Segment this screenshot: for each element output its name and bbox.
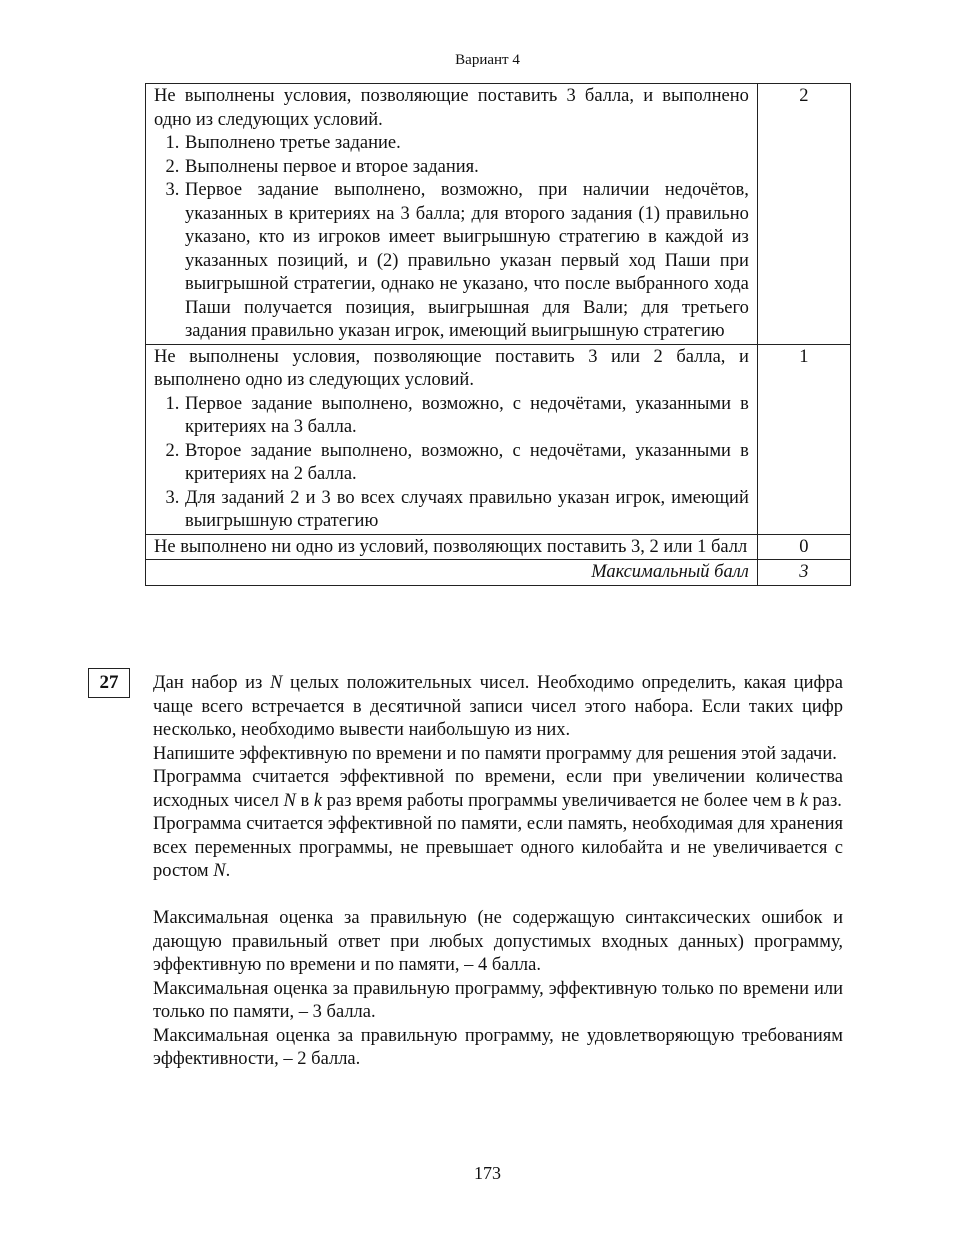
criteria-description bbox=[146, 534, 758, 560]
text-run: Программа считается эффективной по памяти, если память, необходимая для хранения всех переменных программы, не превышает одного килобайта и не увеличивается с ростом bbox=[153, 814, 843, 881]
criteria-conditions bbox=[154, 393, 749, 534]
condition-item: 2. Выполнены первое и второе задания. bbox=[184, 156, 749, 180]
max-score-value: 3 bbox=[757, 560, 850, 586]
condition-item: 2. Второе задание выполнено, возможно, с недочётами, указанными в критериях на 2 балла. bbox=[184, 440, 749, 487]
math-var: k bbox=[799, 790, 808, 811]
scoring-paragraph: Максимальная оценка за правильную программу, не удовлетворяющую требованиям эффективности, – 2 балла. bbox=[153, 1025, 843, 1069]
condition-item: 3. Первое задание выполнено, возможно, при наличии недочётов, указанных в критериях на 3 балла; для второго задания (1) правильно указано, кто из игроков имеет выигрышную стратегию в каждой из указанных позиций, и (2) правильно указан первый ход Паши при выигрышной стратегии, однако не указано, что после выбранного хода Паши получается позиция, выигрышная для Вали; для третьего задания правильно указан игрок, имеющий выигрышную стратегию bbox=[184, 179, 749, 344]
criteria-max-row bbox=[146, 560, 851, 586]
text-run: целых положительных чисел. Необходимо определить, какая цифра чаще всего встречается в десятичной записи чисел этого набора. Если таких цифр несколько, необходимо вывести наибольшую из них. bbox=[153, 673, 843, 740]
scoring-paragraph: Максимальная оценка за правильную (не содержащую синтаксических ошибок и дающую правильный ответ при любых допустимых входных данных) программу, эффективную по времени и по памяти, – 4 балла. bbox=[153, 908, 843, 975]
task-paragraph bbox=[153, 766, 843, 813]
criteria-conditions bbox=[154, 132, 749, 344]
max-score-label: Максимальный балл bbox=[146, 560, 758, 586]
math-var: N bbox=[213, 861, 226, 881]
criteria-intro: Не выполнены условия, позволяющие поставить 3 или 2 балла, и выполнено одно из следующих условий. bbox=[154, 346, 749, 390]
task-paragraph: Напишите эффективную по времени и по памяти программу для решения этой задачи. bbox=[153, 743, 837, 764]
text-run: Дан набор из bbox=[153, 673, 271, 693]
criteria-table bbox=[145, 83, 851, 586]
math-var: N bbox=[283, 790, 296, 811]
scoring-paragraph: Максимальная оценка за правильную программу, эффективную только по времени или только по памяти, – 3 балла. bbox=[153, 978, 843, 1022]
criteria-description bbox=[146, 84, 758, 345]
page-header: Вариант 4 bbox=[455, 52, 520, 68]
text-run: раз время работы программы увеличивается не более чем в bbox=[322, 790, 800, 811]
criteria-intro: Не выполнено ни одно из условий, позволяющих поставить 3, 2 или 1 балл bbox=[154, 536, 748, 557]
criteria-description bbox=[146, 344, 758, 534]
criteria-score: 0 bbox=[757, 534, 850, 560]
task-text bbox=[153, 672, 843, 1072]
condition-item: 1. Первое задание выполнено, возможно, с недочётами, указанными в критериях на 3 балла. bbox=[184, 393, 749, 440]
criteria-score: 1 bbox=[757, 344, 850, 534]
criteria-row-2 bbox=[146, 84, 851, 345]
text-run: . bbox=[225, 861, 231, 881]
criteria-intro: Не выполнены условия, позволяющие поставить 3 балла, и выполнено одно из следующих условий. bbox=[154, 86, 749, 130]
condition-item: 3. Для заданий 2 и 3 во всех случаях правильно указан игрок, имеющий выигрышную стратегию bbox=[184, 487, 749, 534]
task-paragraph bbox=[153, 813, 843, 884]
text-run: в bbox=[295, 790, 314, 811]
criteria-row-0 bbox=[146, 534, 851, 560]
text-run: раз. bbox=[807, 790, 842, 811]
task-number-box: 27 bbox=[88, 668, 130, 698]
math-var: k bbox=[313, 790, 323, 811]
text-run: Программа считается эффективной по времени, если при увеличении количества исходных чисел bbox=[153, 767, 843, 811]
page-number: 173 bbox=[474, 1163, 501, 1183]
task-paragraph bbox=[153, 672, 843, 743]
condition-item: 1. Выполнено третье задание. bbox=[184, 132, 749, 156]
criteria-row-1 bbox=[146, 344, 851, 534]
math-var: N bbox=[270, 673, 283, 693]
criteria-score: 2 bbox=[757, 84, 850, 345]
